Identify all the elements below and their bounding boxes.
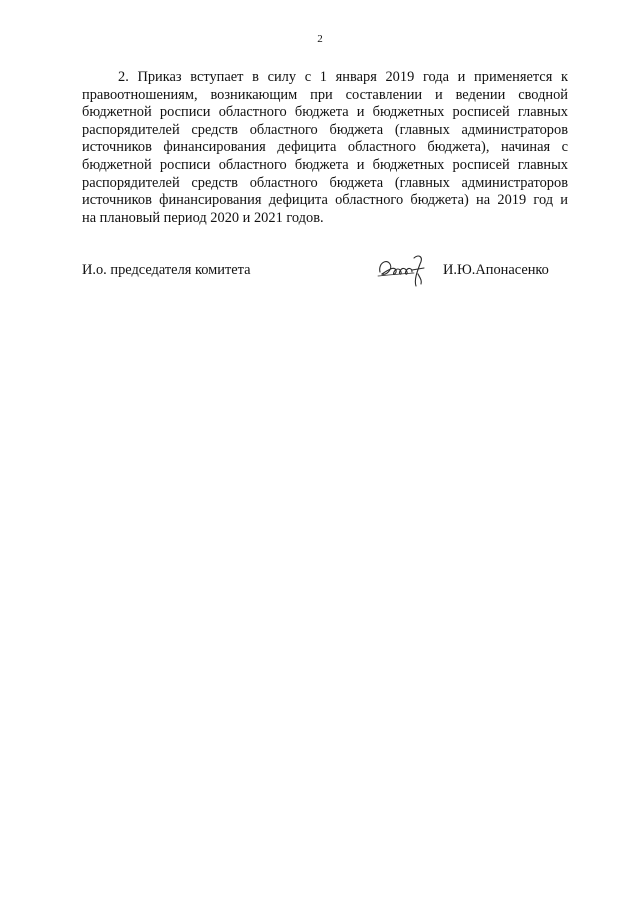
paragraph-line: источников финансирования дефицита областного бюджета) на 2019 год и [82,192,568,209]
handwritten-signature [374,250,434,294]
page-number: 2 [317,33,323,45]
paragraph-line: на плановый период 2020 и 2021 годов. [82,209,324,226]
signatory-name: И.Ю.Апонасенко [443,262,549,278]
order-paragraph [82,69,568,227]
paragraph-line: бюджетной росписи областного бюджета и бюджетных росписей главных [82,104,568,121]
paragraph-line: бюджетной росписи областного бюджета и бюджетных росписей главных [82,156,568,173]
paragraph-line: правоотношениям, возникающим при составлении и ведении сводной [82,86,568,103]
signature-block [82,258,568,294]
signatory-position: И.о. председателя комитета [82,262,251,278]
paragraph-line: 2. Приказ вступает в силу с 1 января 2019 года и применяется к [118,69,568,85]
paragraph-line: источников финансирования дефицита областного бюджета), начиная с [82,139,568,156]
paragraph-line: распорядителей средств областного бюджета (главных администраторов [82,121,568,138]
paragraph-line: распорядителей средств областного бюджета (главных администраторов [82,174,568,191]
